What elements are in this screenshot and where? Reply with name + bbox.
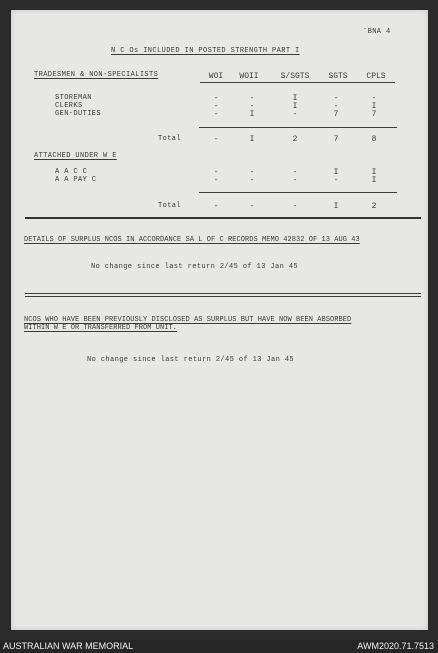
table-cell: - [249,94,255,103]
document-page [11,10,428,630]
table-cell: I [249,135,255,144]
row-label-clerks: CLERKS [55,102,83,110]
column-header-cpls: CPLS [366,72,386,81]
surplus-note: No change since last return 2/45 of 13 Jan 45 [91,263,299,271]
corner-mark: ¨BNA 4 [363,28,391,36]
table-cell: - [213,110,219,119]
table-cell: - [249,102,255,111]
table-cell: - [292,202,298,211]
table-cell: - [213,135,219,144]
table-cell: - [213,176,219,185]
subtotal-rule [199,127,397,128]
table-cell: I [333,168,339,177]
row-label-aa-pay-c: A A PAY C [55,176,97,184]
table-cell: - [292,168,298,177]
table-cell: - [333,94,339,103]
header-rule [200,82,395,83]
table-cell: - [249,202,255,211]
row-label-gen-duties: GEN-DUTIES [55,110,102,118]
footer-institution: AUSTRALIAN WAR MEMORIAL [3,641,134,651]
attached-total-label: Total [158,202,182,210]
table-cell: - [213,202,219,211]
table-cell: 8 [371,135,377,144]
column-header-woii: WOII [239,72,259,81]
surplus-heading: DETAILS OF SURPLUS NCOS IN ACCORDANCE SA L OF C RECORDS MEMO 42832 OF 13 AUG 43 [24,236,360,244]
table-cell: 7 [333,135,339,144]
table-cell: 2 [292,135,298,144]
absorbed-note: No change since last return 2/45 of 13 Jan 45 [87,356,295,364]
table-cell: - [292,110,298,119]
table-cell: - [333,102,339,111]
table-cell: I [292,102,298,111]
footer-reference: AWM2020.71.7513 [357,641,434,651]
column-header-ssgts: S/SGTS [280,72,310,81]
table-cell: - [213,94,219,103]
table-cell: - [292,176,298,185]
column-header-woi: WOI [208,72,224,81]
row-label-aacc: A A C C [55,168,88,176]
archive-footer [0,640,438,653]
table-cell: I [371,168,377,177]
document-title: N C Os INCLUDED IN POSTED STRENGTH PART I [111,47,300,55]
column-header-sgts: SGTS [328,72,348,81]
absorbed-heading-line-1: NCOS WHO HAVE BEEN PREVIOUSLY DISCLOSED AS SURPLUS BUT HAVE NOW BEEN ABSORBED [24,316,352,324]
absorbed-heading-line-2: WITHIN W E OR TRANSFERRED FROM UNIT. [24,324,178,332]
table-cell: I [371,176,377,185]
section-attached-heading: ATTACHED UNDER W E [34,152,117,160]
table-cell: 2 [371,202,377,211]
table-cell: I [249,110,255,119]
table-cell: - [249,176,255,185]
total-label: Total [158,135,182,143]
double-rule-top [25,293,421,294]
table-cell: - [371,94,377,103]
double-rule-bottom [25,296,421,297]
table-cell: - [333,176,339,185]
table-cell: 7 [333,110,339,119]
table-cell: - [249,168,255,177]
table-cell: I [371,102,377,111]
row-label-storeman: STOREMAN [55,94,92,102]
table-cell: I [333,202,339,211]
attached-subtotal-rule [199,192,397,193]
section-divider [25,217,421,219]
table-cell: - [213,102,219,111]
table-cell: I [292,94,298,103]
table-cell: 7 [371,110,377,119]
table-cell: - [213,168,219,177]
section-tradesmen-heading: TRADESMEN & NON-SPECIALISTS [34,71,159,79]
